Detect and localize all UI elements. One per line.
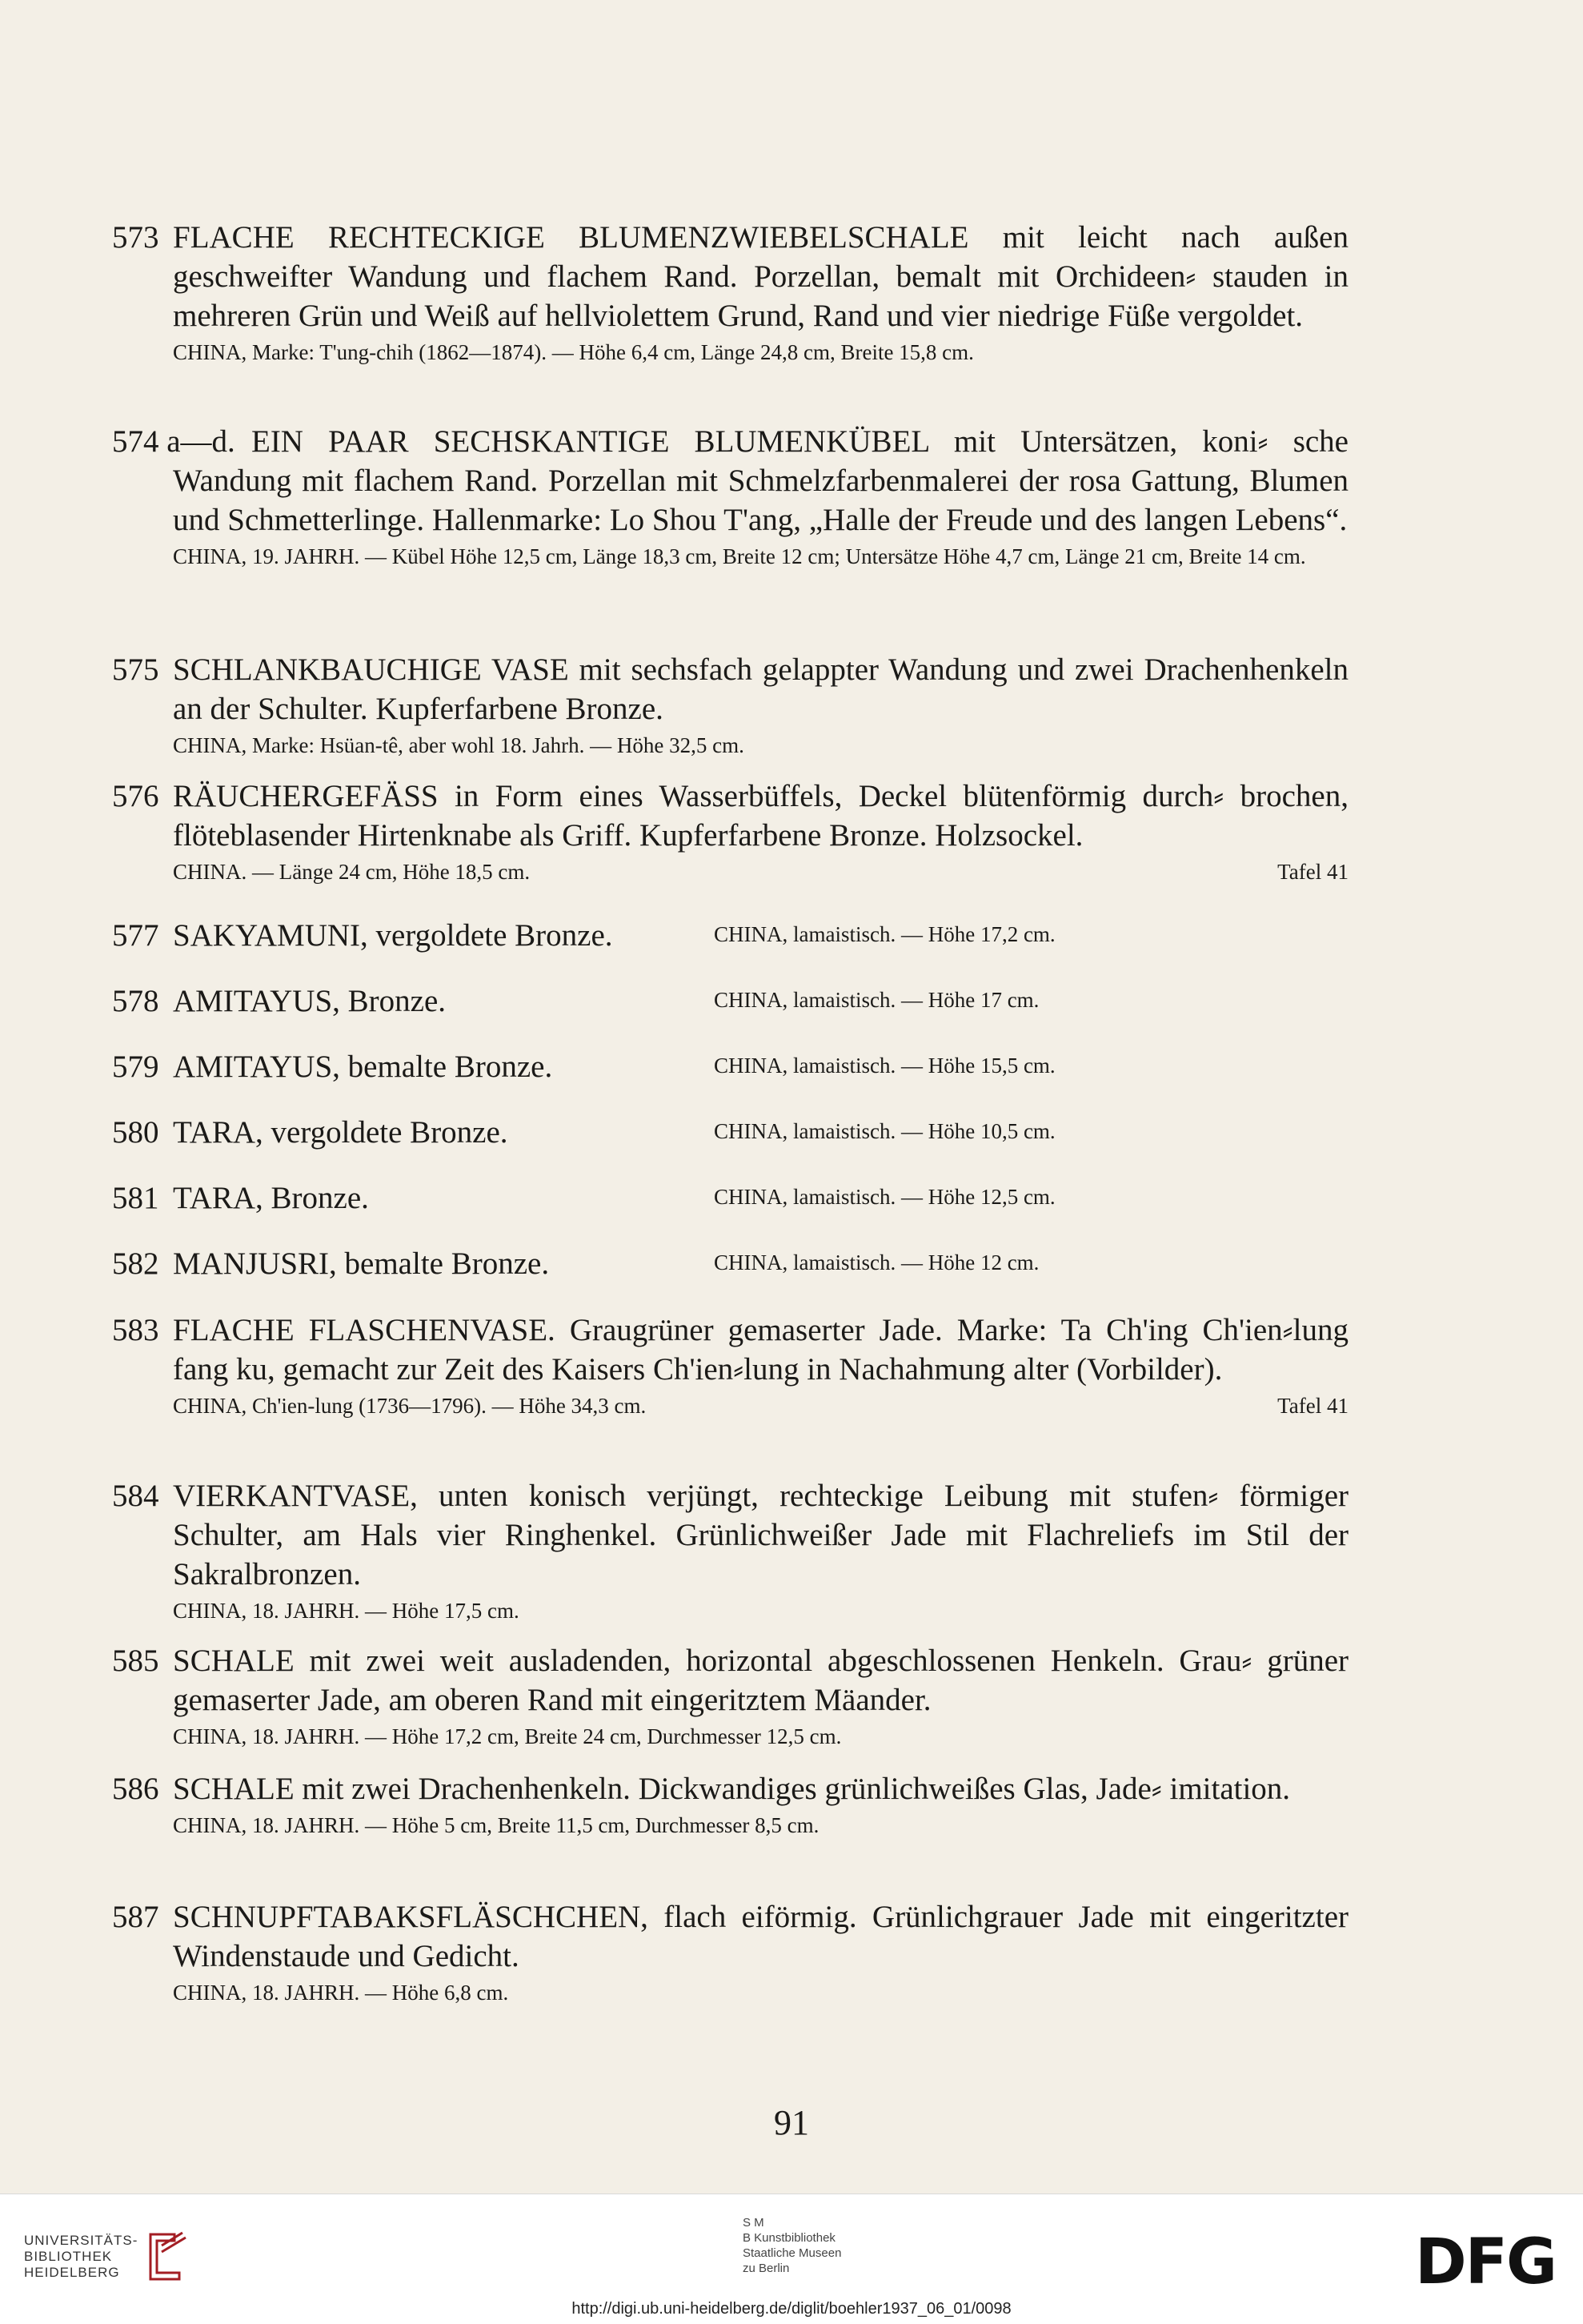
entry-meta [173, 1812, 1349, 1839]
entry-meta-text: CHINA, 18. JAHRH. — Höhe 6,8 cm. [173, 1981, 509, 2005]
entry-number: 574 a—d. [112, 424, 235, 459]
entry-meta [173, 1979, 1349, 2006]
entry-description: SCHALE mit zwei weit ausladenden, horizontal abgeschlossenen Henkeln. Grau⸗ grüner gemaserter Jade, am oberen Rand mit eingeritztem Mäander. [173, 1644, 1349, 1717]
entry-title: TARA, vergoldete Bronze. [173, 1115, 508, 1150]
sm-line-4: zu Berlin [743, 2262, 790, 2275]
entry-number: 584 [112, 1479, 159, 1513]
entry-meta: CHINA, lamaistisch. — Höhe 17,2 cm. [714, 922, 1056, 946]
entry-meta: CHINA, lamaistisch. — Höhe 12,5 cm. [714, 1185, 1056, 1209]
entry-meta: CHINA, lamaistisch. — Höhe 15,5 cm. [714, 1054, 1056, 1078]
entry-meta-text: CHINA, Marke: Hsüan-tê, aber wohl 18. Jahrh. — Höhe 32,5 cm. [173, 733, 744, 757]
sm-line-2: B Kunstbibliothek [743, 2231, 836, 2245]
entry-meta [173, 543, 1349, 570]
ub-heidelberg-logo-icon [142, 2225, 190, 2289]
entry-title: AMITAYUS, Bronze. [173, 984, 447, 1018]
entry-number: 578 [112, 984, 159, 1018]
entry-meta [173, 1723, 1349, 1750]
entry-meta-text: CHINA, 18. JAHRH. — Höhe 17,5 cm. [173, 1599, 519, 1623]
entry-description: SCHLANKBAUCHIGE VASE mit sechsfach gelappter Wandung und zwei Drachenhenkeln an der Schulter. Kupferfarbene Bronze. [173, 652, 1349, 726]
catalog-entry-574 [112, 422, 1349, 570]
entry-title: MANJUSRI, bemalte Bronze. [173, 1246, 550, 1281]
entry-meta [173, 339, 1349, 366]
entry-description: RÄUCHERGEFÄSS in Form eines Wasserbüffels, Deckel blütenförmig durch⸗ brochen, flöteblasender Hirtenknabe als Griff. Kupferfarbene Bronze. Holzsockel. [173, 779, 1349, 853]
entry-description: FLACHE RECHTECKIGE BLUMENZWIEBELSCHALE mit leicht nach außen geschweifter Wandung und flachem Rand. Porzellan, bemalt mit Orchideen⸗ stauden in mehreren Grün und Weiß auf hellviolettem Grund, Rand und vier niedrige Füße vergoldet. [173, 220, 1349, 333]
entry-number: 586 [112, 1772, 159, 1806]
entry-number: 587 [112, 1900, 159, 1934]
sm-line-3: Staatliche Museen [743, 2246, 842, 2260]
ub-line-1: UNIVERSITÄTS- [24, 2233, 138, 2248]
entry-number: 581 [112, 1181, 159, 1215]
permalink-url[interactable]: http://digi.ub.uni-heidelberg.de/diglit/boehler1937_06_01/0098 [571, 2300, 1012, 2318]
entry-number: 583 [112, 1313, 159, 1347]
entry-meta-text: CHINA. — Länge 24 cm, Höhe 18,5 cm. [173, 860, 531, 884]
catalog-entry-587 [112, 1897, 1349, 2006]
sm-line-1: S M [743, 2216, 764, 2230]
entry-number: 579 [112, 1050, 159, 1084]
catalog-entry-585 [112, 1641, 1349, 1750]
entry-description: VIERKANTVASE, unten konisch verjüngt, rechteckige Leibung mit stufen⸗ förmiger Schulter, am Hals vier Ringhenkel. Grünlichweißer Jade mit Flachreliefs im Stil der Sakralbronzen. [173, 1479, 1349, 1591]
entry-title: SAKYAMUNI, vergoldete Bronze. [173, 918, 613, 953]
entry-meta-text: CHINA, 18. JAHRH. — Höhe 5 cm, Breite 11,5 cm, Durchmesser 8,5 cm. [173, 1813, 820, 1837]
ub-line-3: HEIDELBERG [24, 2265, 120, 2280]
ub-line-2: BIBLIOTHEK [24, 2249, 113, 2264]
smb-kunstbibliothek-logo-text[interactable] [743, 2215, 841, 2276]
entry-description: FLACHE FLASCHENVASE. Graugrüner gemaserter Jade. Marke: Ta Ch'ing Ch'ien⸗lung fang ku, gemacht zur Zeit des Kaisers Ch'ien⸗lung in Nachahmung alter (Vorbilder). [173, 1313, 1349, 1387]
page-number: 91 [774, 2103, 809, 2142]
entry-number: 576 [112, 779, 159, 813]
entry-meta-text: CHINA, Ch'ien-lung (1736—1796). — Höhe 34,3 cm. [173, 1394, 647, 1418]
entry-meta [173, 732, 1349, 759]
entry-meta [173, 1597, 1349, 1624]
entry-number: 577 [112, 918, 159, 953]
catalog-entry-575 [112, 650, 1349, 759]
catalog-entry-573 [112, 218, 1349, 366]
entry-meta [173, 1392, 1349, 1419]
entry-meta: CHINA, lamaistisch. — Höhe 12 cm. [714, 1250, 1040, 1274]
entry-description: SCHALE mit zwei Drachenhenkeln. Dickwandiges grünlichweißes Glas, Jade⸗ imitation. [173, 1772, 1291, 1806]
entry-number: 582 [112, 1246, 159, 1281]
catalog-entry-586 [112, 1769, 1349, 1839]
ub-heidelberg-logo-text[interactable] [24, 2233, 138, 2281]
entry-meta: CHINA, lamaistisch. — Höhe 17 cm. [714, 988, 1040, 1012]
entry-number: 573 [112, 220, 159, 255]
entry-title: TARA, Bronze. [173, 1181, 369, 1215]
digitization-footer [0, 2194, 1583, 2324]
entry-meta [173, 858, 1349, 885]
catalog-entry-584 [112, 1476, 1349, 1624]
entry-description: SCHNUPFTABAKSFLÄSCHCHEN, flach eiförmig. Grünlichgrauer Jade mit eingeritzter Windenstaude und Gedicht. [173, 1900, 1349, 1973]
entry-meta-text: CHINA, 18. JAHRH. — Höhe 17,2 cm, Breite 24 cm, Durchmesser 12,5 cm. [173, 1724, 842, 1748]
entry-number: 575 [112, 652, 159, 687]
entry-description: EIN PAAR SECHSKANTIGE BLUMENKÜBEL mit Untersätzen, koni⸗ sche Wandung mit flachem Rand. Porzellan mit Schmelzfarbenmalerei der rosa Gattung, Blumen und Schmetterlinge. Hallenmarke: Lo Shou T'ang, „Halle der Freude und des langen Lebens“. [173, 424, 1349, 537]
plate-reference: Tafel 41 [1277, 860, 1349, 884]
entry-meta-text: CHINA, Marke: T'ung-chih (1862—1874). — Höhe 6,4 cm, Länge 24,8 cm, Breite 15,8 cm. [173, 340, 974, 364]
plate-reference: Tafel 41 [1277, 1394, 1349, 1418]
entry-meta: CHINA, lamaistisch. — Höhe 10,5 cm. [714, 1119, 1056, 1143]
dfg-logo[interactable]: DFG [1414, 2226, 1556, 2298]
catalog-entry-576 [112, 777, 1349, 885]
entry-title: AMITAYUS, bemalte Bronze. [173, 1050, 553, 1084]
entry-number: 585 [112, 1644, 159, 1678]
entry-meta-text: CHINA, 19. JAHRH. — Kübel Höhe 12,5 cm, Länge 18,3 cm, Breite 12 cm; Untersätze Höhe 4,7 cm, Länge 21 cm, Breite 14 cm. [173, 544, 1306, 568]
entry-number: 580 [112, 1115, 159, 1150]
catalog-entry-583 [112, 1311, 1349, 1419]
